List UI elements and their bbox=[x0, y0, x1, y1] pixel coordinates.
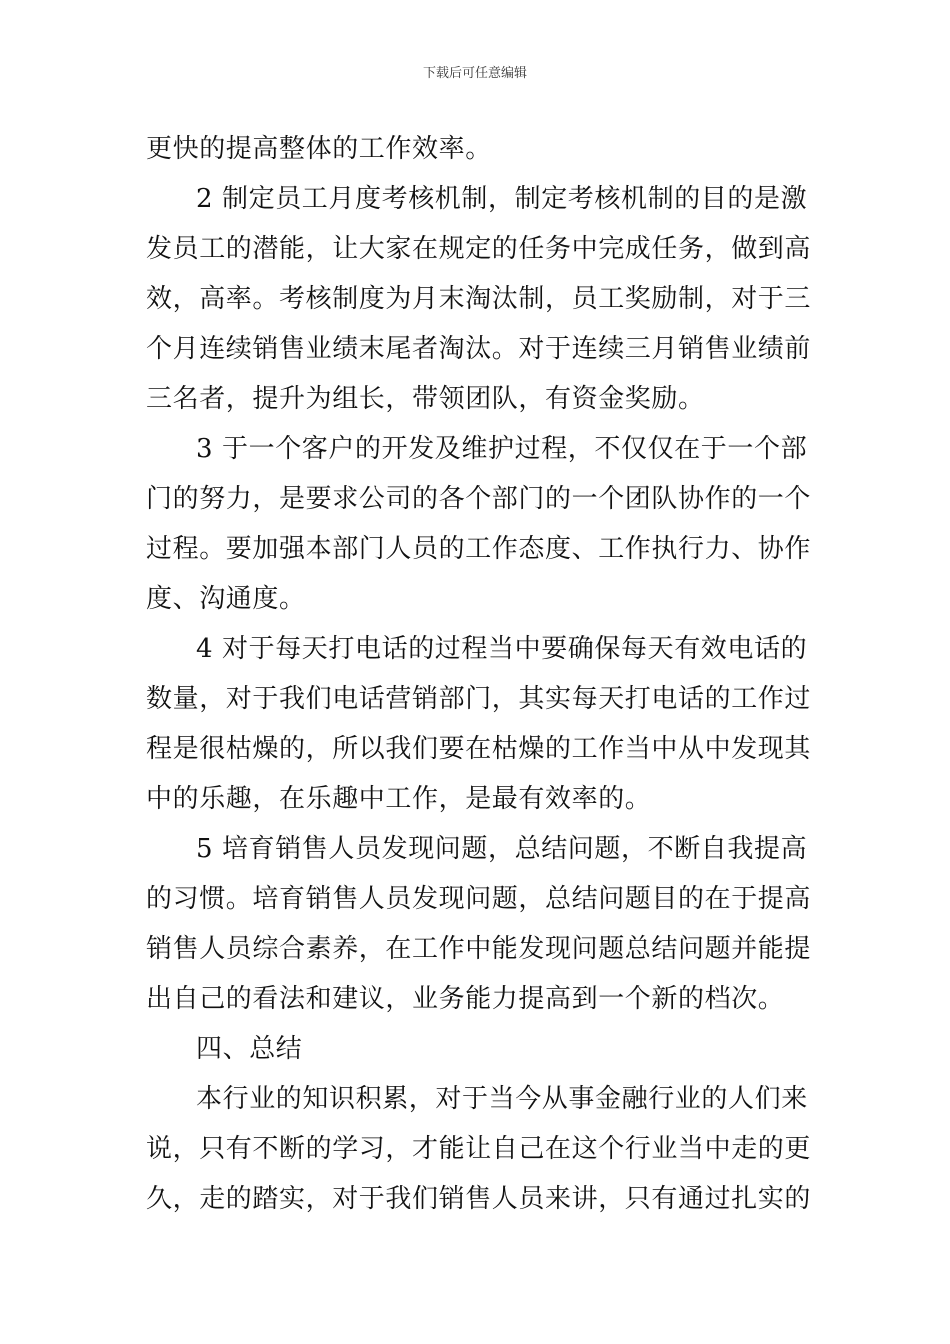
text-line: 3 于一个客户的开发及维护过程，不仅仅在于一个部 bbox=[196, 434, 808, 464]
text-line: 程是很枯燥的，所以我们要在枯燥的工作当中从中发现其 bbox=[146, 734, 812, 764]
text-line: 过程。要加强本部门人员的工作态度、工作执行力、协作 bbox=[146, 534, 812, 564]
text-line: 中的乐趣，在乐趣中工作，是最有效率的。 bbox=[146, 784, 652, 814]
text-line: 5 培育销售人员发现问题，总结问题，不断自我提高 bbox=[196, 834, 808, 864]
text-line: 久，走的踏实，对于我们销售人员来讲，只有通过扎实的 bbox=[146, 1184, 812, 1214]
text-line: 4 对于每天打电话的过程当中要确保每天有效电话的 bbox=[196, 634, 808, 664]
page-header: 下载后可任意编辑 bbox=[422, 66, 527, 81]
text-line: 数量，对于我们电话营销部门，其实每天打电话的工作过 bbox=[146, 684, 812, 714]
text-line: 说，只有不断的学习，才能让自己在这个行业当中走的更 bbox=[146, 1134, 812, 1164]
text-line: 门的努力，是要求公司的各个部门的一个团队协作的一个 bbox=[146, 484, 812, 514]
text-line: 个月连续销售业绩末尾者淘汰。对于连续三月销售业绩前 bbox=[146, 334, 812, 364]
text-line: 2 制定员工月度考核机制，制定考核机制的目的是激 bbox=[196, 184, 808, 214]
text-line: 更快的提高整体的工作效率。 bbox=[146, 134, 492, 164]
text-line: 销售人员综合素养，在工作中能发现问题总结问题并能提 bbox=[146, 934, 812, 964]
text-line: 度、沟通度。 bbox=[146, 584, 306, 614]
text-line: 三名者，提升为组长，带领团队，有资金奖励。 bbox=[146, 384, 705, 414]
text-line: 的习惯。培育销售人员发现问题，总结问题目的在于提高 bbox=[146, 884, 812, 914]
text-line: 出自己的看法和建议，业务能力提高到一个新的档次。 bbox=[146, 984, 785, 1014]
text-line: 本行业的知识积累，对于当今从事金融行业的人们来 bbox=[196, 1084, 808, 1114]
text-line: 效，高率。考核制度为月末淘汰制，员工奖励制，对于三 bbox=[146, 284, 812, 314]
text-line: 发员工的潜能，让大家在规定的任务中完成任务，做到高 bbox=[146, 234, 812, 264]
section-heading: 四、总结 bbox=[196, 1034, 303, 1064]
